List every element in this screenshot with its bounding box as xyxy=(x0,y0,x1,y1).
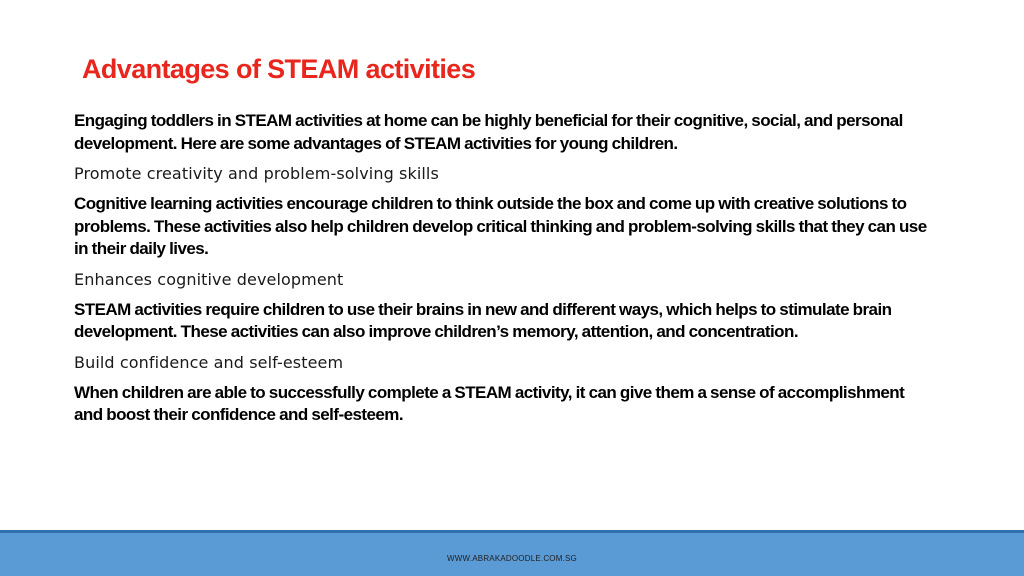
section-heading-creativity: Promote creativity and problem-solving skills xyxy=(74,164,439,183)
section-body-creativity: Cognitive learning activities encourage children to think outside the box and come up with creative solutions to problems. These activities also help children develop critical thinking and problem-solving skills that they can use in their daily lives. xyxy=(74,194,927,258)
slide-title: Advantages of STEAM activities xyxy=(82,54,476,84)
footer-website[interactable]: WWW.ABRAKADOODLE.COM.SG xyxy=(447,554,577,563)
slide-content xyxy=(74,110,934,435)
footer-bar xyxy=(0,533,1024,576)
section-heading-cognitive: Enhances cognitive development xyxy=(74,269,344,289)
section-body-confidence: When children are able to successfully complete a STEAM activity, it can give them a sense of accomplishment and boost their confidence and self-esteem. xyxy=(74,382,905,424)
section-body-cognitive: STEAM activities require children to use their brains in new and different ways, which helps to stimulate brain development. These activities can also improve children’s memory, attention, and concentration. xyxy=(74,299,892,341)
intro-paragraph: Engaging toddlers in STEAM activities at home can be highly beneficial for their cognitive, social, and personal development. Here are some advantages of STEAM activities for young children. xyxy=(74,111,903,153)
section-heading-confidence: Build confidence and self-esteem xyxy=(74,352,344,372)
